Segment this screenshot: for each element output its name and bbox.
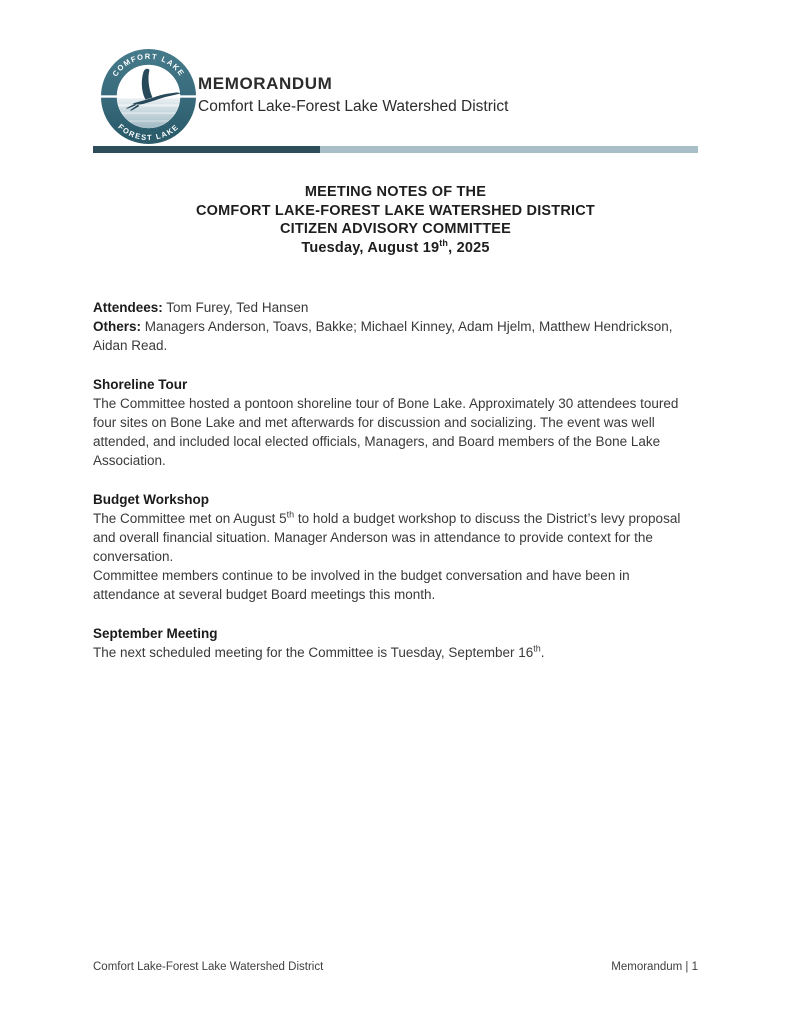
- divider-bar: [93, 146, 698, 153]
- footer-page-number: Memorandum | 1: [611, 961, 698, 973]
- footer-org-name: Comfort Lake-Forest Lake Watershed District: [93, 961, 324, 973]
- header-text: [198, 74, 508, 116]
- september-before: The next scheduled meeting for the Committee is Tuesday, September 16: [93, 645, 534, 660]
- district-logo: [99, 47, 198, 146]
- attendees-label: Attendees:: [93, 300, 163, 315]
- divider-dark-segment: [93, 146, 320, 153]
- budget-p1-before: The Committee met on August 5: [93, 511, 287, 526]
- budget-paragraph-2: Committee members continue to be involved in the budget conversation and have been in attendance at several budget Board meetings this month.: [93, 568, 630, 602]
- org-name: Comfort Lake-Forest Lake Watershed District: [198, 98, 509, 115]
- others-value: Managers Anderson, Toavs, Bakke; Michael Kinney, Adam Hjelm, Matthew Hendrickson, Aidan Read.: [93, 319, 673, 353]
- section-budget-workshop: [93, 490, 698, 604]
- budget-p1-after: to hold a budget workshop to discuss the District’s levy proposal and overall financial situation. Manager Anderson was in attendance to provide context for the conversation.: [93, 511, 681, 564]
- others-label: Others:: [93, 319, 142, 334]
- title-date-prefix: Tuesday, August 19: [301, 239, 440, 256]
- september-after: .: [540, 645, 545, 660]
- september-paragraph: [93, 643, 698, 662]
- budget-paragraph-1: [93, 509, 698, 566]
- title-date-ordinal: th: [439, 237, 449, 248]
- budget-p1-ordinal: th: [286, 509, 295, 520]
- budget-heading: Budget Workshop: [93, 492, 209, 507]
- crane-logo-icon: [99, 47, 198, 146]
- title-line-2: COMFORT LAKE-FOREST LAKE WATERSHED DISTRICT: [195, 202, 595, 219]
- page-footer: [93, 960, 698, 974]
- ring-gap-right: [180, 95, 197, 97]
- document-body: [93, 183, 698, 662]
- title-date-suffix: , 2025: [448, 239, 490, 256]
- shoreline-paragraph: The Committee hosted a pontoon shoreline tour of Bone Lake. Approximately 30 attendees toured four sites on Bone Lake and met afterwards for discussion and socializing. The event was well attended, and included local elected officials, Managers, and Board members of the Bone Lake Association.: [93, 396, 679, 468]
- ring-gap-left: [100, 95, 117, 97]
- title-line-1: MEETING NOTES OF THE: [304, 184, 487, 200]
- others-line: [93, 317, 698, 355]
- logo-ring-top-text: COMFORT LAKE: [110, 51, 187, 79]
- section-shoreline-tour: [93, 375, 698, 470]
- logo-ring-bottom-text: FOREST LAKE: [116, 122, 181, 143]
- september-heading: September Meeting: [93, 626, 218, 641]
- attendees-block: [93, 298, 698, 355]
- title-line-3: CITIZEN ADVISORY COMMITTEE: [279, 221, 512, 237]
- attendees-value: Tom Furey, Ted Hansen: [166, 300, 309, 315]
- september-ordinal: th: [533, 643, 541, 654]
- title-date-line: [93, 239, 698, 258]
- section-september-meeting: [93, 624, 698, 662]
- attendees-line: [93, 298, 698, 317]
- memo-label: MEMORANDUM: [198, 74, 333, 93]
- divider-light-segment: [320, 146, 698, 153]
- shoreline-heading: Shoreline Tour: [93, 377, 188, 392]
- document-title: [93, 183, 698, 257]
